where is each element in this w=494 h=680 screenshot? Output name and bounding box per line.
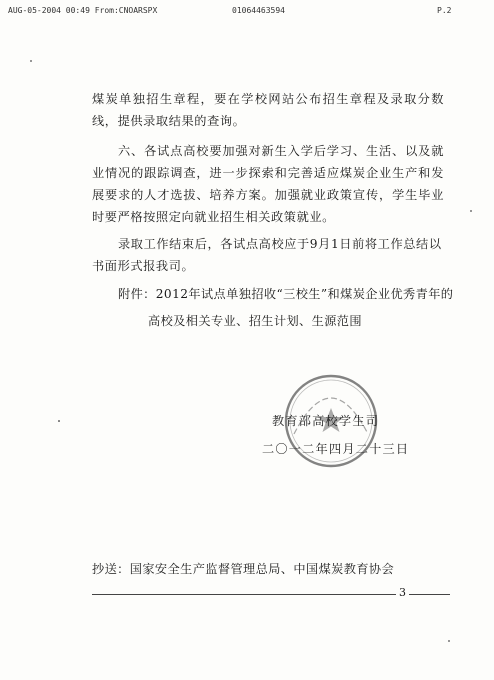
scan-speck [448, 640, 450, 642]
fax-header-number: 01064463594 [232, 6, 285, 15]
scan-speck [58, 420, 60, 422]
signature-date: 二〇一二年四月二十三日 [262, 442, 410, 456]
cc-recipients: 抄送：国家安全生产监督管理总局、中国煤炭教育协会 [92, 562, 395, 576]
attachment-line2: 高校及相关专业、招生计划、生源范围 [148, 314, 362, 328]
fax-header-left: AUG-05-2004 00:49 From:CNOARSPX [8, 6, 158, 15]
paragraph-item-six: 六、各试点高校要加强对新生入学后学习、生活、以及就业情况的跟踪调查，进一步探索和完善适应煤炭企业生产和发展要求的人才选拔、培养方案。加强就业政策宣传，学生毕业时要严格按照定向就业招生相关政策就业。 [92, 144, 444, 224]
page-number: 3 [396, 586, 409, 599]
signature-organization: 教育部高校学生司 [272, 414, 380, 428]
paragraph-report-line2: 书面形式报我司。 [92, 259, 195, 273]
paragraph-report-line1: 录取工作结束后，各试点高校应于9月1日前将工作总结以 [118, 237, 442, 251]
attachment-line1: 附件：2012年试点单独招收“三校生”和煤炭企业优秀青年的 [118, 287, 454, 301]
paragraph-enrollment-charter: 煤炭单独招生章程，要在学校网站公布招生章程及录取分数线，提供录取结果的查询。 [92, 92, 444, 128]
scan-speck [470, 210, 472, 212]
scan-speck [30, 60, 32, 62]
fax-header [0, 6, 494, 20]
fax-header-page: P.2 [437, 6, 452, 15]
